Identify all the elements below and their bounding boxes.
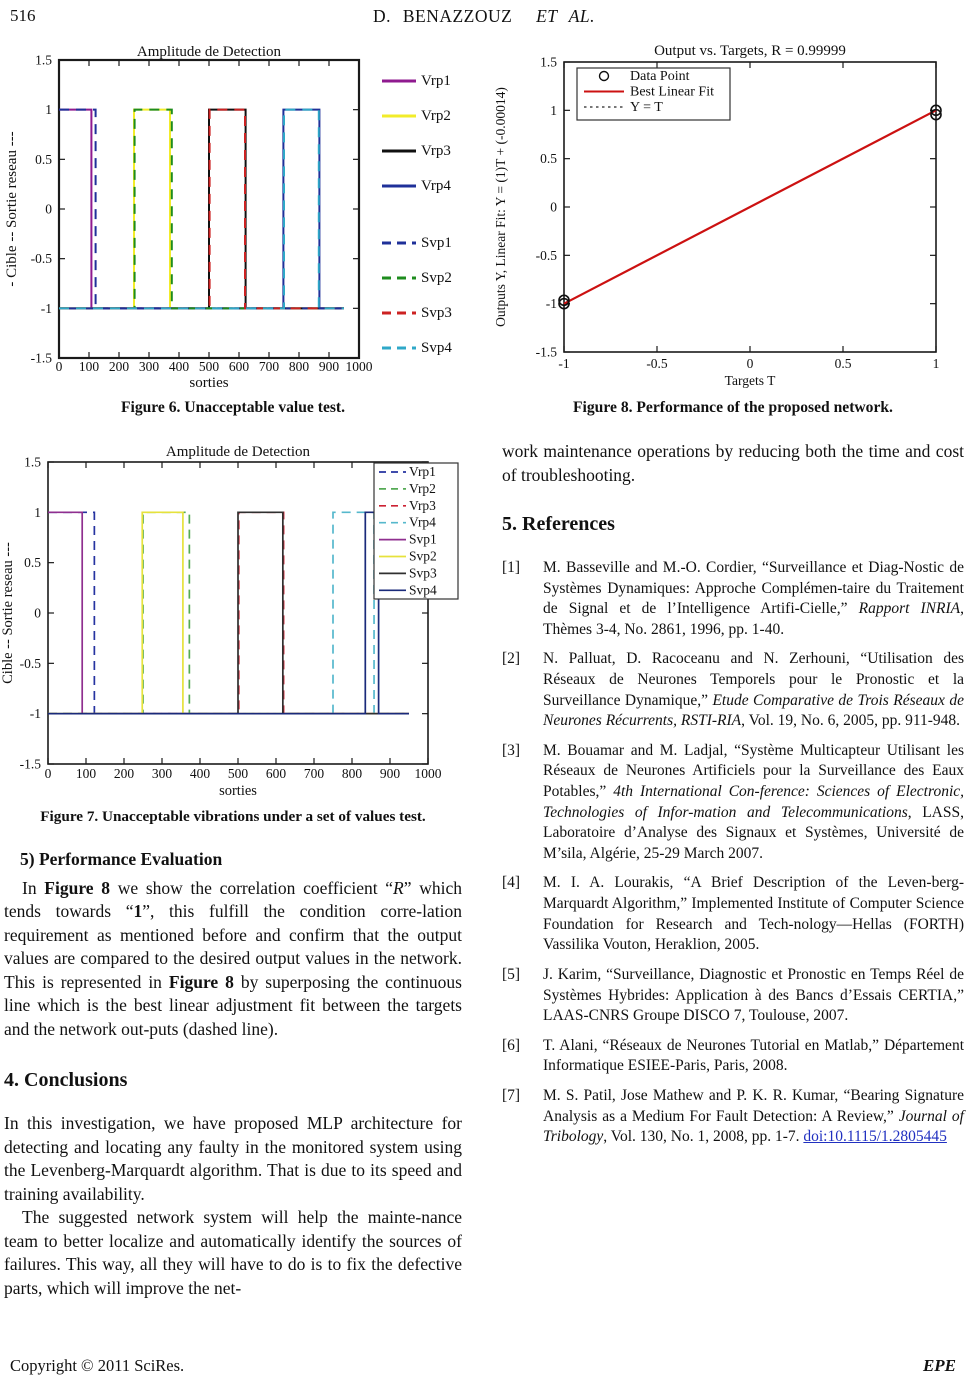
x-tick-label: 900: [379, 766, 401, 781]
x-tick-label: -0.5: [646, 356, 668, 371]
legend-label: Vrp4: [409, 514, 436, 530]
chart-title: Amplitude de Detection: [165, 444, 311, 460]
x-tick-label: 300: [151, 766, 173, 781]
x-tick-label: 800: [288, 359, 310, 374]
x-tick-label: 0: [746, 356, 754, 371]
y-tick-label: -1.5: [535, 344, 557, 360]
reference-text: N. Palluat, D. Racoceanu and N. Zerhouni, “Utilisation des Réseaux de Neurones Temporels pour le Pronostic et la Surveillance Dynamique,” Etude Comparative de Trois Réseaux de Neurones Récurrents, RSTI-RIA, Vol. 19, No. 6, 2005, pp. 911-948.: [543, 650, 964, 730]
x-tick-label: 200: [113, 766, 135, 781]
reference-item: [502, 741, 964, 865]
doi-link[interactable]: doi:10.1115/1.2805445: [803, 1128, 947, 1146]
y-tick-label: 0.5: [35, 151, 52, 167]
legend-label: Svp3: [421, 305, 452, 321]
series-Vrp4: [59, 110, 344, 309]
figure7-chart: [0, 436, 466, 804]
y-tick-label: 0: [34, 605, 41, 621]
y-axis-label: Cible -- Sortie reseau ---: [0, 542, 16, 684]
series-Svp1: [59, 110, 344, 309]
y-tick-label: 1: [45, 102, 52, 118]
legend-label: Vrp1: [421, 73, 451, 89]
chart-title: Output vs. Targets, R = 0.99999: [654, 43, 846, 59]
legend-label: Svp4: [421, 340, 452, 356]
series-Svp4: [48, 512, 409, 713]
journal-abbrev: EPE: [922, 1356, 956, 1375]
page-footer: [10, 1356, 956, 1376]
figure7-caption: Figure 7. Unacceptable vibrations under a set of values test.: [40, 808, 426, 825]
figure8-chart: [488, 42, 966, 392]
legend-label: Vrp3: [409, 497, 436, 513]
x-tick-label: 400: [189, 766, 211, 781]
series-Svp2: [59, 110, 344, 309]
series-Vrp4: [48, 512, 409, 713]
y-tick-label: -1: [545, 296, 557, 312]
reference-text: J. Karim, “Surveillance, Diagnostic et Pronostic en Temps Réel de Systèmes Hybrides: Application à des Bancs d’Essais CERTIA,” LAAS-CNRS Groupe DISCO 7, Toulouse, 2007.: [543, 965, 964, 1025]
reference-number: [7]: [502, 1086, 521, 1104]
left-text-column: [4, 848, 462, 1300]
y-tick-label: -0.5: [19, 655, 41, 671]
x-tick-label: 0: [55, 359, 63, 374]
performance-paragraph: In Figure 8 we show the correlation coefficient “R” which tends towards “1”, this fulfill the condition corre-lation requirement as mentioned before and confirm that the output values are compared to the desired output values in the network. This is represented in Figure 8 by superposing the continuous line which is the best linear adjustment fit between the targets and the network out-puts (dashed line).: [4, 877, 462, 1039]
legend-label: Data Point: [630, 69, 690, 84]
legend-label: Vrp2: [409, 480, 436, 496]
page-number: 516: [10, 6, 36, 25]
series-Vrp3: [48, 512, 409, 713]
reference-item: [502, 965, 964, 1027]
legend-label: Svp2: [421, 270, 452, 286]
figure8-caption: Figure 8. Performance of the proposed network.: [573, 399, 893, 416]
series-Svp3: [48, 512, 409, 713]
x-tick-label: 700: [258, 359, 280, 374]
reference-text: M. Basseville and M.-O. Cordier, “Surveillance et Diag-Nostic de Systèmes Dynamiques: Approche Complémen-taire du Traitement de Signal et de l’Intelligence Artifi-Cielle,” Rapport INRIA, Thèmes 3-4, No. 2861, 1996, pp. 1-40.: [543, 558, 964, 638]
y-tick-label: 1.5: [35, 52, 52, 68]
legend-label: Vrp1: [409, 464, 436, 479]
y-tick-label: -1: [29, 706, 41, 722]
y-tick-label: -0.5: [535, 247, 557, 263]
y-tick-label: -1: [40, 300, 52, 316]
series-Svp1: [48, 512, 409, 713]
references-heading: 5. References: [502, 513, 615, 536]
legend-label: Y = T: [630, 100, 663, 115]
running-head: [0, 6, 968, 27]
x-tick-label: 200: [108, 359, 130, 374]
series-Vrp3: [59, 110, 344, 309]
legend-label: Vrp4: [421, 178, 451, 194]
legend-label: Svp1: [421, 235, 452, 251]
figure6-caption: Figure 6. Unacceptable value test.: [120, 399, 346, 416]
reference-number: [1]: [502, 558, 521, 576]
reference-item: [502, 1036, 964, 1077]
legend-label: Vrp2: [421, 108, 451, 124]
reference-number: [5]: [502, 965, 521, 983]
x-tick-label: 700: [303, 766, 325, 781]
y-tick-label: -1.5: [19, 756, 41, 772]
y-tick-label: 0.5: [24, 555, 41, 571]
y-tick-label: 1.5: [540, 54, 557, 70]
x-tick-label: 900: [318, 359, 340, 374]
reference-item: [502, 873, 964, 955]
series-Svp4: [59, 110, 344, 309]
right-text-column: [502, 440, 964, 1157]
legend-label: Svp2: [409, 548, 437, 564]
x-tick-label: 0.5: [834, 356, 852, 371]
x-tick-label: 1: [932, 356, 940, 371]
continuation-paragraph: work maintenance operations by reducing both the time and cost of troubleshooting.: [502, 441, 964, 485]
y-tick-label: -0.5: [30, 251, 52, 267]
series-Vrp1: [48, 512, 409, 713]
running-head-authors: D. BENAZZOUZ: [372, 6, 513, 26]
conclusions-paragraph-1: In this investigation, we have proposed MLP architecture for detecting and locating any faulty in the monitored system using the Levenberg-Marquardt algorithm. That is due to its speed and training availability.: [4, 1113, 462, 1204]
reference-item: [502, 649, 964, 731]
legend-label: Svp4: [409, 582, 437, 598]
legend-label: Vrp3: [421, 143, 451, 159]
series-Vrp2: [59, 110, 344, 309]
x-axis-label: Targets T: [724, 373, 776, 388]
x-tick-label: 600: [228, 359, 250, 374]
x-tick-label: 100: [78, 359, 100, 374]
legend-label: Best Linear Fit: [630, 84, 714, 100]
running-head-etal: ET AL.: [536, 6, 596, 26]
x-axis-label: sorties: [189, 375, 229, 391]
x-tick-label: -1: [558, 356, 570, 371]
page-header: [0, 6, 968, 30]
reference-text: M. S. Patil, Jose Mathew and P. K. R. Kumar, “Bearing Signature Analysis as a Medium For Fault Detection: A Review,” Journal of Tribology, Vol. 130, No. 1, 2008, pp. 1-7. doi:10.1115/1.2805445: [543, 1086, 964, 1146]
x-tick-label: 1000: [414, 766, 442, 781]
y-tick-label: 0.5: [540, 151, 557, 167]
y-tick-label: 1: [34, 504, 41, 520]
reference-number: [6]: [502, 1036, 521, 1054]
reference-number: [4]: [502, 874, 521, 892]
x-tick-label: 100: [75, 766, 97, 781]
reference-number: [2]: [502, 650, 521, 668]
y-tick-label: 1: [550, 102, 557, 118]
x-tick-label: 300: [138, 359, 160, 374]
series-Best Linear Fit: [564, 110, 936, 303]
conclusions-heading: 4. Conclusions: [4, 1069, 128, 1092]
x-tick-label: 800: [341, 766, 363, 781]
reference-item: [502, 1086, 964, 1148]
reference-text: M. I. A. Lourakis, “A Brief Description of the Leven-berg-Marquardt Algorithm,” Implemented Institute of Computer Science Foundation for Research and Tech-nology—Hellas (FORTH) Vassilika Vouton, Heraklion, 2005.: [543, 874, 964, 954]
series-Vrp1: [59, 110, 344, 309]
performance-evaluation-heading: 5) Performance Evaluation: [20, 849, 223, 869]
x-tick-label: 1000: [345, 359, 373, 374]
reference-text: M. Bouamar and M. Ladjal, “Système Multicapteur Utilisant les Réseaux de Neurones Artificiels pour la Surveillance des Eaux Potables,” 4th International Con-ference: Sciences of Electronic, Technologies of Infor-mation and Telecommunications, LASS, Laboratoire d’Analyse des Signaux et Systèmes, Université de M’sila, Algérie, 25-29 March 2007.: [543, 741, 965, 862]
series-Vrp2: [48, 512, 409, 713]
conclusions-paragraph-2: The suggested network system will help the mainte-nance team to better localize and automatically identify the sources of failures. This way, all they will have to do is to fix the defective parts, which will improve the net-: [4, 1207, 462, 1298]
y-axis-label: Outputs Y, Linear Fit: Y = (1)T + (-0.00014): [493, 87, 508, 327]
figure6-chart: [2, 40, 468, 394]
x-tick-label: 500: [198, 359, 220, 374]
series-Svp3: [59, 110, 344, 309]
y-tick-label: 0: [550, 199, 557, 215]
reference-text: T. Alani, “Réseaux de Neurones Tutorial en Matlab,” Département Informatique ESIEE-Paris, Paris, 2008.: [543, 1036, 964, 1075]
references-list: [502, 558, 964, 1148]
copyright-text: Copyright © 2011 SciRes.: [10, 1356, 185, 1375]
legend-label: Svp1: [409, 531, 437, 547]
x-tick-label: 400: [168, 359, 190, 374]
legend-label: Svp3: [409, 565, 437, 581]
x-tick-label: 0: [44, 766, 52, 781]
x-tick-label: 600: [265, 766, 287, 781]
x-axis-label: sorties: [219, 783, 257, 799]
x-tick-label: 500: [227, 766, 249, 781]
y-tick-label: 1.5: [24, 454, 41, 470]
y-tick-label: 0: [45, 201, 52, 217]
y-tick-label: -1.5: [30, 350, 52, 366]
reference-item: [502, 558, 964, 640]
reference-number: [3]: [502, 741, 521, 759]
series-Svp2: [48, 512, 409, 713]
chart-title: Amplitude de Detection: [136, 44, 282, 60]
y-axis-label: - Cible -- Sortie reseau ---: [4, 131, 20, 287]
